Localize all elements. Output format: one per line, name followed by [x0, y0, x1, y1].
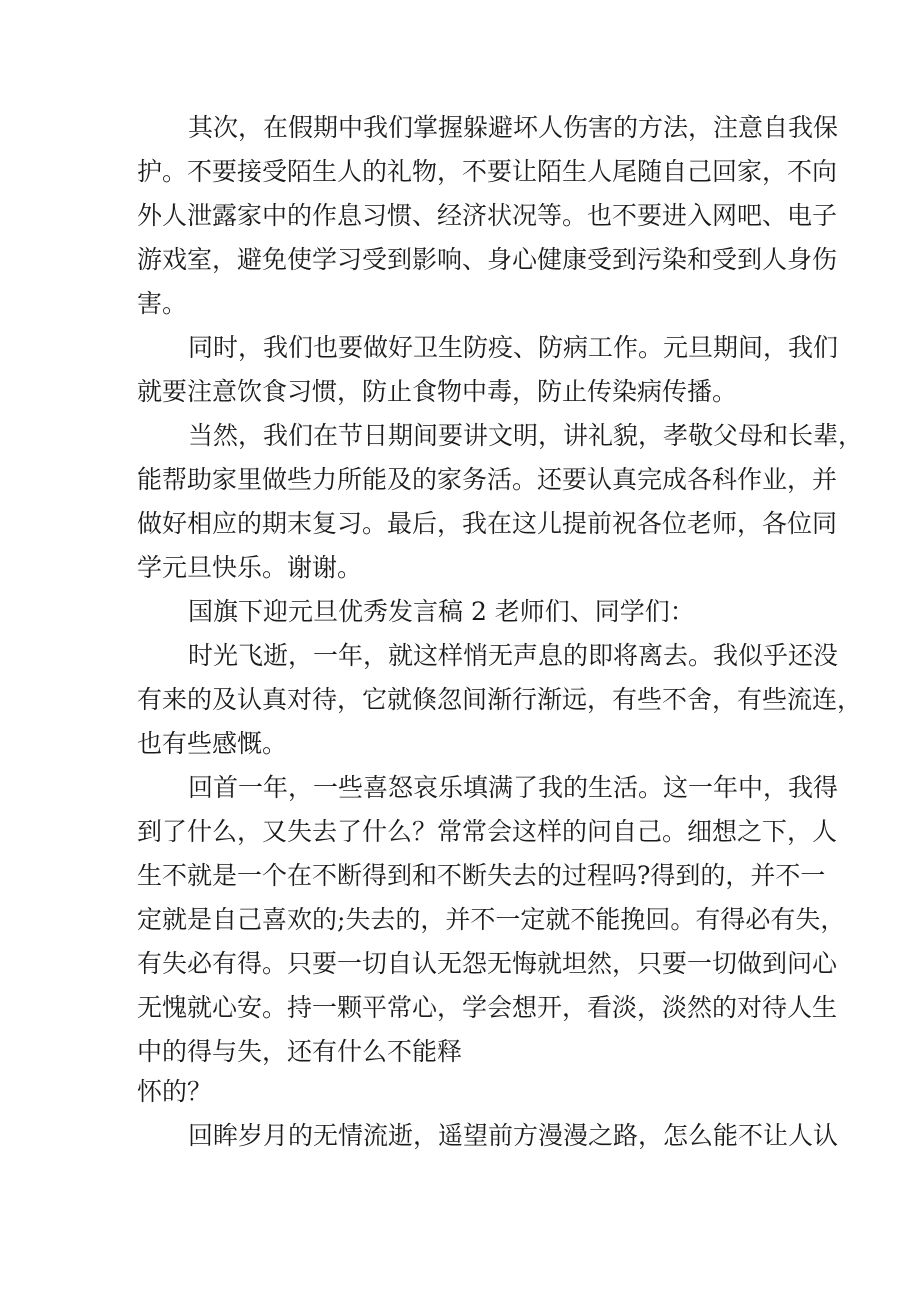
paragraph-line: 有来的及认真对待，它就倏忽间渐行渐远，有些不舍，有些流连，: [137, 685, 863, 714]
paragraph-line: 害。: [137, 289, 188, 318]
paragraph-line: 同时，我们也要做好卫生防疫、防病工作。元旦期间，我们: [188, 333, 839, 362]
paragraph-line: 中的得与失，还有什么不能释: [137, 1037, 463, 1066]
paragraph-line: 能帮助家里做些力所能及的家务活。还要认真完成各科作业，并: [137, 465, 838, 494]
paragraph-line: 回眸岁月的无情流逝，遥望前方漫漫之路，怎么能不让人认: [188, 1121, 839, 1150]
paragraph-line: 回首一年，一些喜怒哀乐填满了我的生活。这一年中，我得: [188, 773, 839, 802]
paragraph-line: 游戏室，避免使学习受到影响、身心健康受到污染和受到人身伤: [137, 245, 838, 274]
paragraph-line: 也有些感慨。: [137, 729, 288, 758]
paragraph-line: 时光飞逝，一年，就这样悄无声息的即将离去。我似乎还没: [188, 641, 839, 670]
paragraph-line: 生不就是一个在不断得到和不断失去的过程吗?得到的，并不一: [137, 861, 826, 890]
paragraph-line: 学元旦快乐。谢谢。: [137, 553, 363, 582]
paragraph-line: 怀的？: [137, 1077, 213, 1106]
section-heading-line: 国旗下迎元旦优秀发言稿 2 老师们、同学们：: [188, 597, 695, 626]
paragraph-line: 做好相应的期末复习。最后，我在这儿提前祝各位老师，各位同: [137, 509, 838, 538]
paragraph-line: 其次，在假期中我们掌握躲避坏人伤害的方法，注意自我保: [188, 113, 839, 142]
paragraph-line: 定就是自己喜欢的;失去的，并不一定就不能挽回。有得必有失，: [137, 905, 846, 934]
paragraph-line: 当然，我们在节日期间要讲文明，讲礼貌，孝敬父母和长辈，: [188, 421, 864, 450]
paragraph-line: 到了什么，又失去了什么？常常会这样的问自己。细想之下，人: [137, 817, 838, 846]
paragraph-line: 护。不要接受陌生人的礼物，不要让陌生人尾随自己回家，不向: [137, 157, 838, 186]
paragraph-line: 无愧就心安。持一颗平常心，学会想开，看淡，淡然的对待人生: [137, 993, 838, 1022]
paragraph-line: 外人泄露家中的作息习惯、经济状况等。也不要进入网吧、电子: [137, 201, 838, 230]
paragraph-line: 有失必有得。只要一切自认无怨无悔就坦然，只要一切做到问心: [137, 949, 838, 978]
paragraph-line: 就要注意饮食习惯，防止食物中毒，防止传染病传播。: [137, 377, 738, 406]
